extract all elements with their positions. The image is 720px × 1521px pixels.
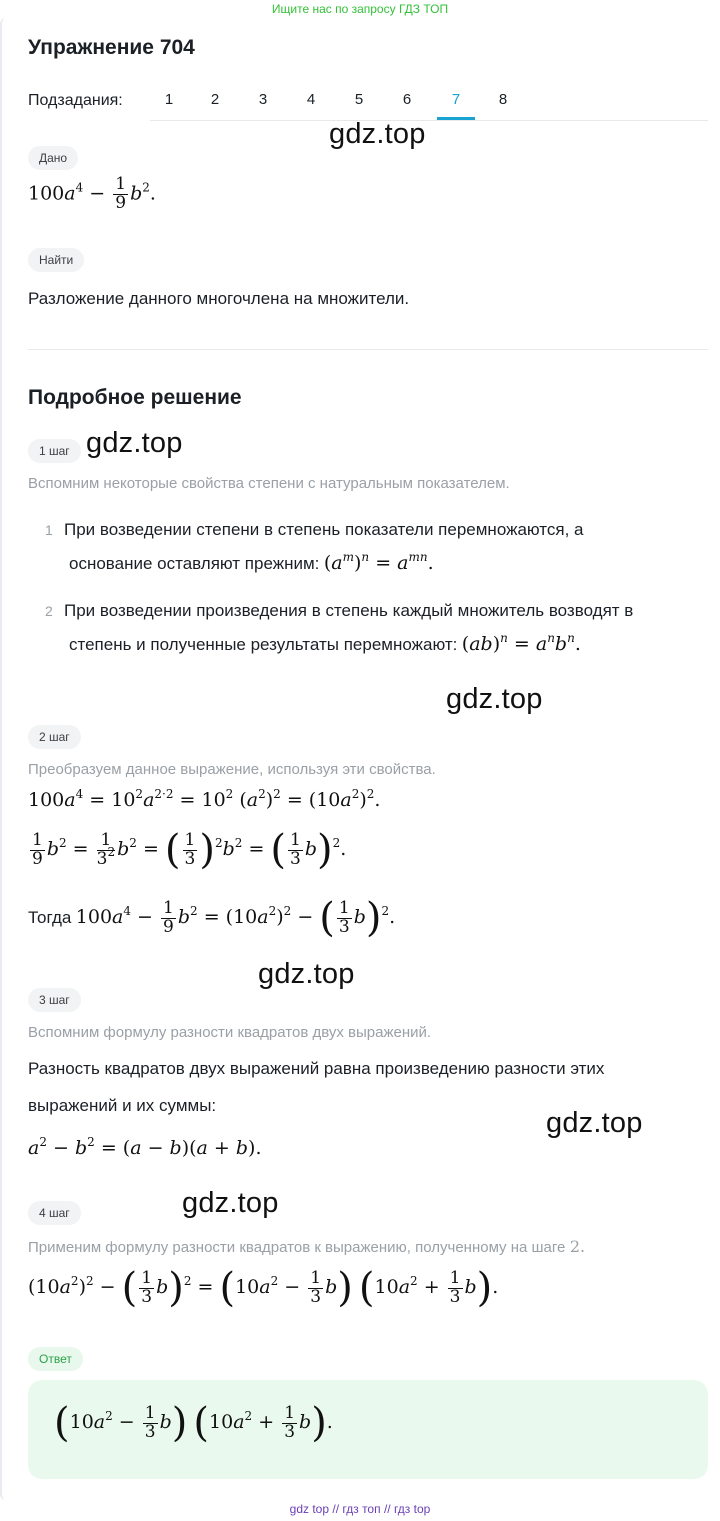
given-chip: Дано [28, 146, 78, 170]
list-number: 1 [45, 522, 53, 538]
property-2-line2 [69, 633, 581, 655]
list-number: 2 [45, 603, 53, 619]
property-2-text: степень и полученные результаты перемножают: [69, 635, 458, 654]
watermark: gdz.top [258, 958, 355, 990]
subtask-tab-2[interactable]: 2 [210, 91, 220, 108]
footer-link-3[interactable]: гдз top [393, 1502, 431, 1516]
property-1-line2 [69, 552, 434, 574]
answer-box [28, 1380, 708, 1479]
subtask-tab-7[interactable]: 7 [451, 91, 461, 108]
subtasks-label: Подзадания: [28, 92, 123, 109]
footer-link-2[interactable]: гдз топ [342, 1502, 381, 1516]
property-2-formula: $(ab)^n = a^nb^n$. [461, 631, 581, 655]
step-4-chip: 4 шаг [28, 1201, 81, 1225]
subtask-tab-6[interactable]: 6 [402, 91, 412, 108]
find-chip: Найти [28, 248, 84, 272]
step-4-intro-line [28, 1237, 585, 1257]
top-note: Ищите нас по запросу ГДЗ ТОП [271, 2, 449, 16]
given-expression: $100a^4$ − $\frac{1}{9}$ $b^2$. [28, 174, 156, 213]
divider [28, 349, 708, 350]
solution-heading: Подробное решение [28, 386, 242, 409]
property-1-text: основание оставляют прежним: [69, 554, 320, 573]
step-1-chip: 1 шаг [28, 439, 81, 463]
step-2-formula-2: $\frac{1}{9}$ $b^2$ = $\frac{1}{3^2}$ $b^2$ = ( $\frac{1}{3}$ )$^2b^2$ = ( $\frac{1}{3}$ b)$^2$. [32, 827, 347, 873]
exercise-title: Упражнение 704 [28, 36, 195, 59]
property-1-line1: При возведении степени в степень показатели перемножаются, а [64, 520, 584, 539]
step-3-intro: Вспомним формулу разности квадратов двух выражений. [28, 1024, 432, 1041]
subtask-tab-5[interactable]: 5 [354, 91, 364, 108]
step-3-chip: 3 шаг [28, 988, 81, 1012]
step-2-formula-3: Тогда $100a^4$ − $\frac{1}{9}$ $b^2 = (10a^2)^2$ − ( $\frac{1}{3}$ b)$^2$. [28, 895, 396, 941]
footer-links [0, 1502, 720, 1516]
watermark: gdz.top [86, 427, 183, 459]
subtask-tab-1[interactable]: 1 [164, 91, 174, 108]
step-2-chip: 2 шаг [28, 725, 81, 749]
watermark: gdz.top [182, 1187, 279, 1219]
watermark: gdz.top [446, 683, 543, 715]
watermark: gdz.top [546, 1107, 643, 1139]
subtask-tab-4[interactable]: 4 [306, 91, 316, 108]
difference-of-squares-formula: $a^2 - b^2 = (a - b)(a + b)$. [28, 1135, 262, 1159]
active-tab-indicator [437, 117, 475, 120]
property-2-line1: При возведении произведения в степень каждый множитель возводят в [64, 601, 634, 620]
step-4-intro: Применим формулу разности квадратов к выражению, полученному на шаге [28, 1239, 566, 1256]
subtask-tab-8[interactable]: 8 [498, 91, 508, 108]
step-4-formula: $(10a^2)^2$ − ( $\frac{1}{3}$ $b)^2 = (10a^2$ − $\frac{1}{3}$ b) ($10a^2$ + $\frac{1}{3}$ b). [28, 1265, 499, 1311]
footer-separator: // [383, 1502, 391, 1516]
step-1-intro: Вспомним некоторые свойства степени с натуральным показателем. [28, 475, 510, 492]
step-2-formula-1: $100a^4 = 10^2a^{2\cdot 2} = 10^2$ $(a^2)^2 = (10a^2)^2$. [28, 787, 381, 811]
find-text: Разложение данного многочлена на множители. [28, 289, 410, 308]
step-4-ref: 2. [569, 1237, 586, 1256]
step-3-text-2: выражений и их суммы: [28, 1096, 217, 1115]
property-1-formula: $(a^m)^n = a^{mn}$. [323, 550, 434, 574]
then-label: Тогда [28, 908, 72, 927]
watermark: gdz.top [329, 118, 426, 150]
footer-separator: // [332, 1502, 340, 1516]
step-2-intro: Преобразуем данное выражение, используя эти свойства. [28, 761, 436, 778]
footer-link-1[interactable]: gdz top [289, 1502, 330, 1516]
answer-formula: ($10a^2$ − $\frac{1}{3}$ b) ($10a^2$ + $\frac{1}{3}$ b). [54, 1400, 333, 1446]
subtask-tab-3[interactable]: 3 [258, 91, 268, 108]
step-3-text-1: Разность квадратов двух выражений равна произведению разности этих [28, 1059, 605, 1078]
subtask-tabs [150, 84, 708, 121]
answer-chip: Ответ [28, 1347, 83, 1371]
